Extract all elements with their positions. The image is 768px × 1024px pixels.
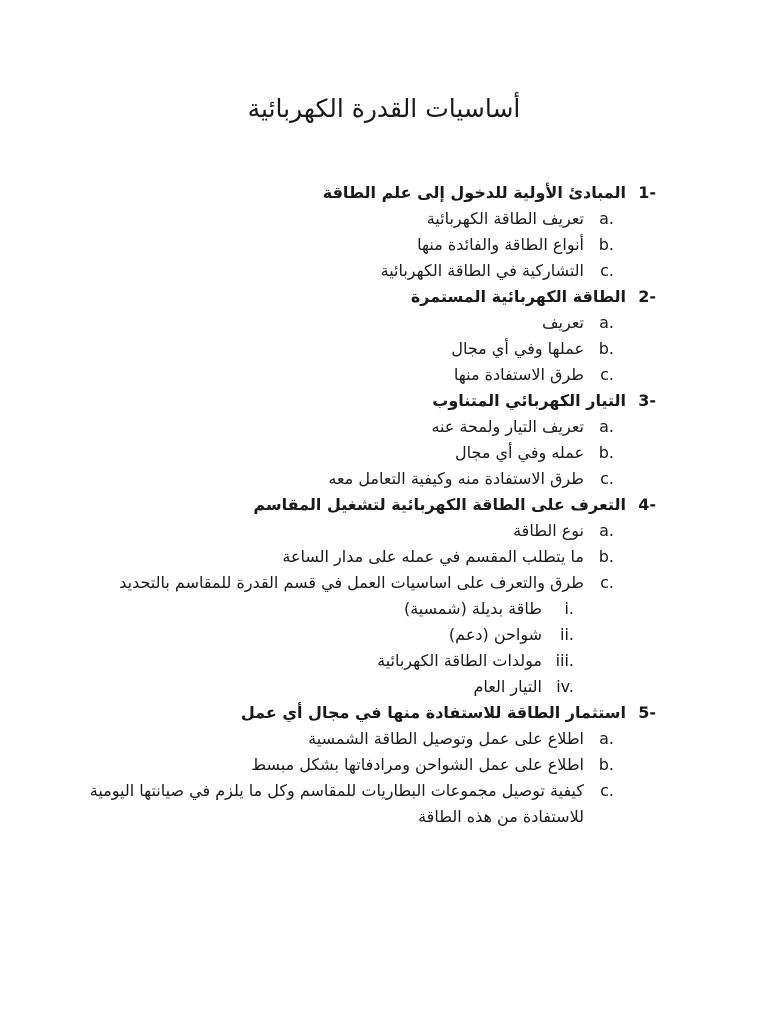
outline-item-2b xyxy=(76,336,656,362)
outline-item-5b xyxy=(76,752,656,778)
list-item-text: اطلاع على عمل الشواحن ومرادفاتها بشكل مبسط xyxy=(251,755,584,774)
section-heading: التيار الكهربائي المتناوب xyxy=(432,391,626,410)
list-item-text: تعريف الطاقة الكهربائية xyxy=(426,209,584,228)
outline-section-1 xyxy=(76,180,656,206)
outline-item-4c xyxy=(76,570,656,596)
outline-subitem-4c-i xyxy=(76,596,656,622)
list-item-text: تعريف التيار ولمحة عنه xyxy=(431,417,584,436)
outline-section-2 xyxy=(76,284,656,310)
outline-item-3a xyxy=(76,414,656,440)
list-marker: 1- xyxy=(638,183,656,202)
list-marker: a. xyxy=(599,417,614,436)
list-marker: iii. xyxy=(555,651,574,670)
list-item-text: طرق والتعرف على اساسيات العمل في قسم القدرة للمقاسم بالتحديد xyxy=(119,573,584,592)
section-heading: استثمار الطاقة للاستفادة منها في مجال أي عمل xyxy=(240,703,626,722)
outline-subitem-4c-iii xyxy=(76,648,656,674)
list-marker: c. xyxy=(600,469,614,488)
list-marker: a. xyxy=(599,729,614,748)
outline-item-2c xyxy=(76,362,656,388)
outline-item-5c xyxy=(76,778,656,830)
list-marker: c. xyxy=(600,261,614,280)
outline-item-5a xyxy=(76,726,656,752)
list-marker: 3- xyxy=(638,391,656,410)
outline-item-3c xyxy=(76,466,656,492)
list-item-text: ما يتطلب المقسم في عمله على مدار الساعة xyxy=(282,547,584,566)
list-marker: a. xyxy=(599,521,614,540)
outline-list xyxy=(76,180,656,830)
outline-item-1c xyxy=(76,258,656,284)
list-item-text: عمله وفي أي مجال xyxy=(454,443,584,462)
list-item-text: طاقة بديلة (شمسية) xyxy=(403,599,542,618)
outline-subitem-4c-iv xyxy=(76,674,656,700)
outline-item-1a xyxy=(76,206,656,232)
list-item-text: التيار العام xyxy=(473,677,542,696)
outline-section-5 xyxy=(76,700,656,726)
list-marker: a. xyxy=(599,209,614,228)
list-marker: b. xyxy=(598,547,614,566)
list-marker: c. xyxy=(600,781,614,800)
list-marker: c. xyxy=(600,573,614,592)
document-title: أساسيات القدرة الكهربائية xyxy=(247,94,521,123)
list-item-text: طرق الاستفادة منها xyxy=(453,365,584,384)
outline-subitem-4c-ii xyxy=(76,622,656,648)
outline-section-4 xyxy=(76,492,656,518)
outline-item-3b xyxy=(76,440,656,466)
list-item-text: كيفية توصيل مجموعات البطاريات للمقاسم وكل ما يلزم في صيانتها اليومية للاستفادة من هذه الطاقة xyxy=(89,781,584,826)
outline-item-4b xyxy=(76,544,656,570)
list-item-text: عملها وفي أي مجال xyxy=(451,339,584,358)
list-item-text: مولدات الطاقة الكهربائية xyxy=(377,651,542,670)
outline-item-2a xyxy=(76,310,656,336)
outline-item-1b xyxy=(76,232,656,258)
list-marker: 2- xyxy=(638,287,656,306)
list-item-text: نوع الطاقة xyxy=(513,521,584,540)
list-item-text: تعريف xyxy=(541,313,584,332)
list-marker: iv. xyxy=(556,677,574,696)
list-marker: b. xyxy=(598,339,614,358)
list-marker: a. xyxy=(599,313,614,332)
list-marker: 5- xyxy=(638,703,656,722)
list-marker: b. xyxy=(598,443,614,462)
list-item-text: أنواع الطاقة والفائدة منها xyxy=(417,235,584,254)
list-marker: b. xyxy=(598,755,614,774)
list-marker: i. xyxy=(564,599,574,618)
section-heading: المبادئ الأولية للدخول إلى علم الطاقة xyxy=(322,183,626,202)
list-marker: b. xyxy=(598,235,614,254)
outline-item-4a xyxy=(76,518,656,544)
section-heading: التعرف على الطاقة الكهربائية لتشغيل المقاسم xyxy=(253,495,626,514)
list-marker: c. xyxy=(600,365,614,384)
outline-section-3 xyxy=(76,388,656,414)
list-item-text: التشاركية في الطاقة الكهربائية xyxy=(380,261,584,280)
list-marker: 4- xyxy=(638,495,656,514)
list-item-text: شواحن (دعم) xyxy=(448,625,542,644)
section-heading: الطاقة الكهربائية المستمرة xyxy=(410,287,626,306)
list-marker: ii. xyxy=(560,625,574,644)
list-item-text: اطلاع على عمل وتوصيل الطاقة الشمسية xyxy=(308,729,584,748)
list-item-text: طرق الاستفادة منه وكيفية التعامل معه xyxy=(328,469,584,488)
